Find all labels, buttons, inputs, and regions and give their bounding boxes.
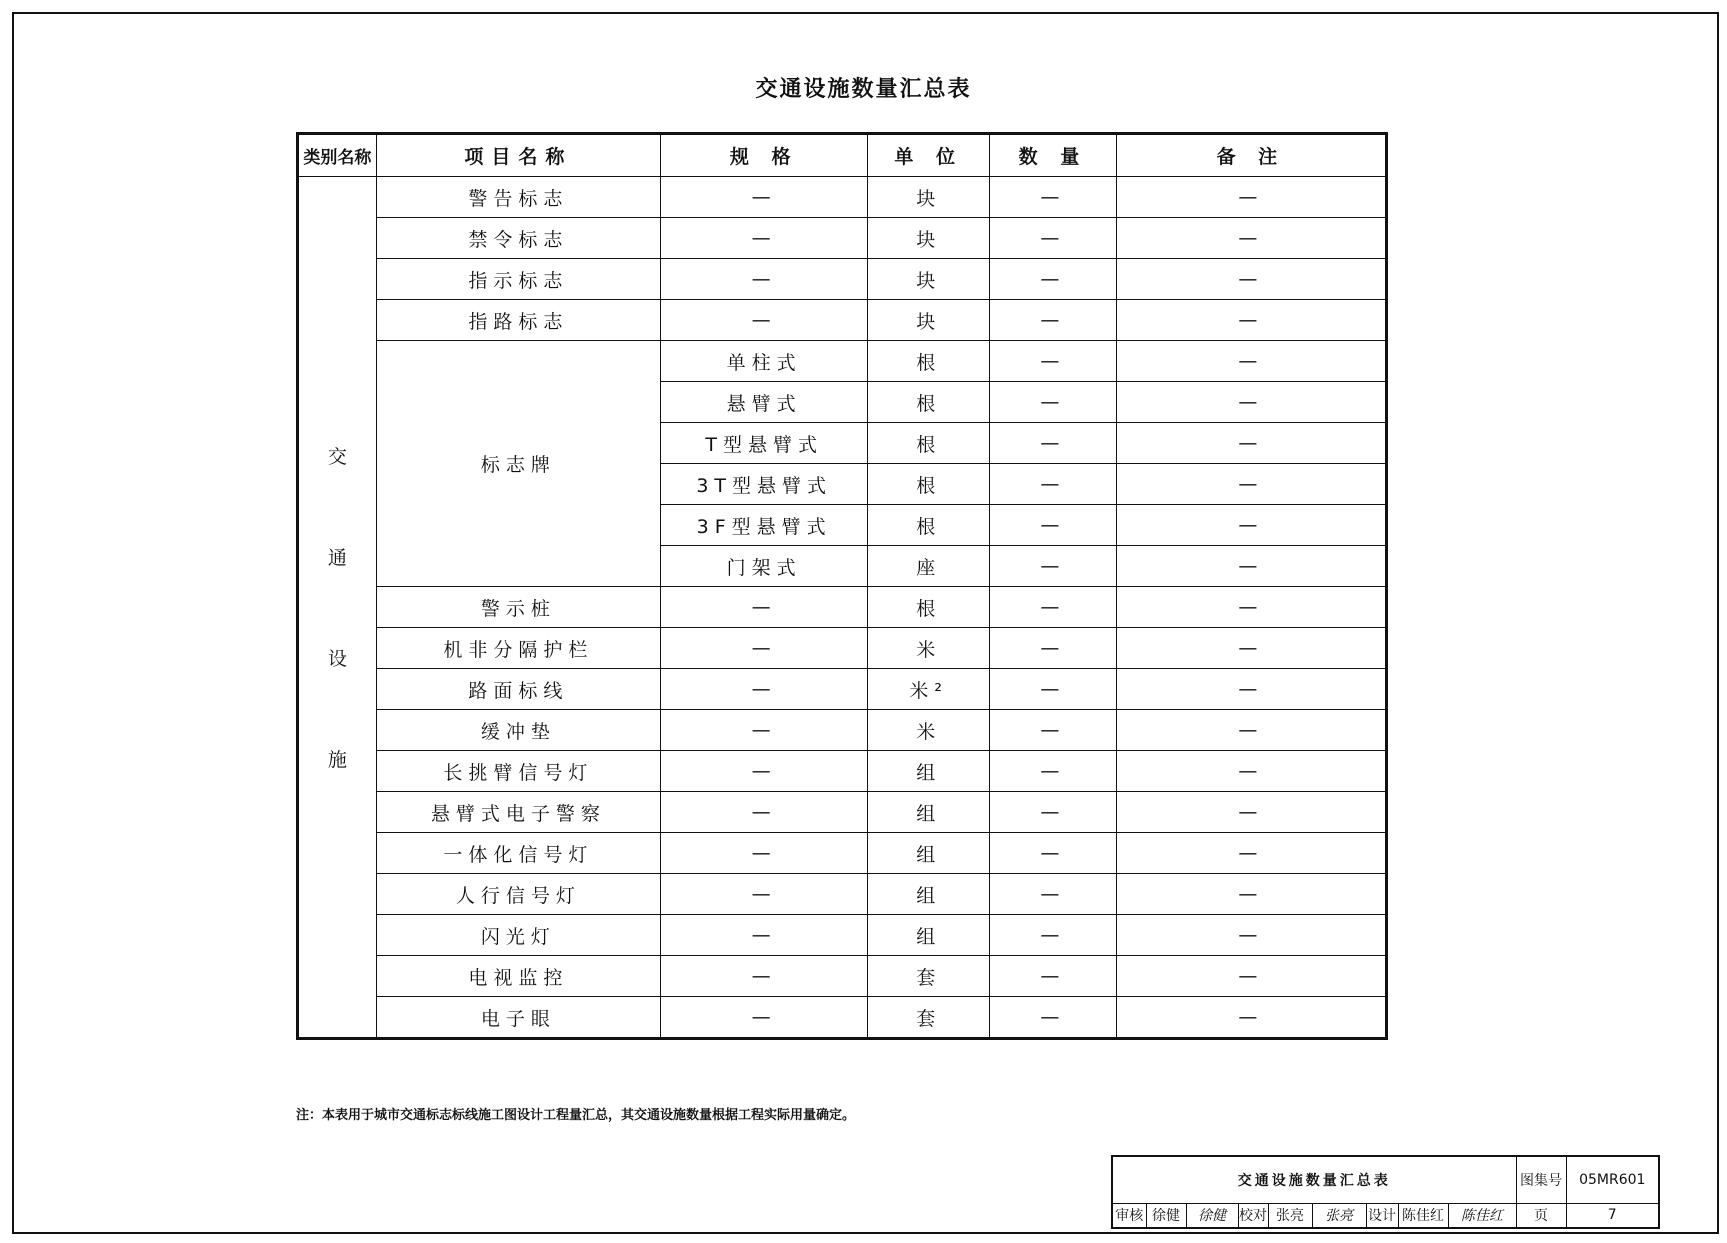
cell-unit: 组 xyxy=(868,792,990,833)
title-block-title: 交通设施数量汇总表 xyxy=(1112,1156,1516,1204)
cell-spec: — xyxy=(660,792,867,833)
table-row xyxy=(298,956,1387,997)
cell-unit: 根 xyxy=(868,423,990,464)
cell-quantity: — xyxy=(990,423,1117,464)
cell-remarks: — xyxy=(1116,177,1386,218)
cell-unit: 根 xyxy=(868,382,990,423)
cell-item-name: 悬臂式电子警察 xyxy=(376,792,660,833)
cell-spec: — xyxy=(660,177,867,218)
cell-remarks: — xyxy=(1116,751,1386,792)
cell-remarks: — xyxy=(1116,669,1386,710)
header-category: 类别名称 xyxy=(298,134,377,177)
cell-quantity: — xyxy=(990,341,1117,382)
table-row xyxy=(298,915,1387,956)
table-row xyxy=(298,710,1387,751)
design-label: 设计 xyxy=(1366,1204,1398,1228)
cell-remarks: — xyxy=(1116,956,1386,997)
table-row xyxy=(298,587,1387,628)
cell-quantity: — xyxy=(990,833,1117,874)
cell-unit: 根 xyxy=(868,464,990,505)
title-block xyxy=(1111,1155,1660,1229)
cell-unit: 组 xyxy=(868,751,990,792)
cell-item-name: 禁令标志 xyxy=(376,218,660,259)
cell-group-name: 标志牌 xyxy=(376,341,660,587)
cell-quantity: — xyxy=(990,751,1117,792)
cell-quantity: — xyxy=(990,505,1117,546)
cell-remarks: — xyxy=(1116,546,1386,587)
cell-unit: 米 xyxy=(868,710,990,751)
cell-remarks: — xyxy=(1116,587,1386,628)
reviewer-name: 徐健 xyxy=(1146,1204,1186,1228)
header-spec: 规 格 xyxy=(660,134,867,177)
header-quantity: 数 量 xyxy=(990,134,1117,177)
cell-spec: 悬臂式 xyxy=(660,382,867,423)
cell-quantity: — xyxy=(990,546,1117,587)
cell-quantity: — xyxy=(990,997,1117,1039)
category-label xyxy=(299,442,376,772)
cell-remarks: — xyxy=(1116,464,1386,505)
cell-spec: — xyxy=(660,915,867,956)
cell-spec: — xyxy=(660,956,867,997)
cell-item-name: 一体化信号灯 xyxy=(376,833,660,874)
checker-signature: 张亮 xyxy=(1312,1204,1366,1228)
cell-unit: 米² xyxy=(868,669,990,710)
cell-item-name: 长挑臂信号灯 xyxy=(376,751,660,792)
cell-quantity: — xyxy=(990,464,1117,505)
cell-quantity: — xyxy=(990,669,1117,710)
review-label: 审核 xyxy=(1112,1204,1146,1228)
reviewer-signature: 徐健 xyxy=(1186,1204,1238,1228)
cell-unit: 套 xyxy=(868,997,990,1039)
cell-spec: 3F型悬臂式 xyxy=(660,505,867,546)
cell-item-name: 警示桩 xyxy=(376,587,660,628)
cell-spec: 门架式 xyxy=(660,546,867,587)
cell-remarks: — xyxy=(1116,218,1386,259)
cell-item-name: 电视监控 xyxy=(376,956,660,997)
cell-unit: 组 xyxy=(868,874,990,915)
table-row xyxy=(298,751,1387,792)
cell-remarks: — xyxy=(1116,628,1386,669)
cell-remarks: — xyxy=(1116,505,1386,546)
cell-spec: T型悬臂式 xyxy=(660,423,867,464)
cell-quantity: — xyxy=(990,710,1117,751)
table-note: 注：本表用于城市交通标志标线施工图设计工程量汇总，其交通设施数量根据工程实际用量确定。 xyxy=(296,1108,856,1123)
cell-spec: — xyxy=(660,259,867,300)
checker-name: 张亮 xyxy=(1268,1204,1312,1228)
cell-spec: — xyxy=(660,300,867,341)
quantity-table xyxy=(296,132,1388,1040)
table-row xyxy=(298,669,1387,710)
cell-unit: 块 xyxy=(868,177,990,218)
cell-remarks: — xyxy=(1116,792,1386,833)
table-row xyxy=(298,628,1387,669)
cell-remarks: — xyxy=(1116,300,1386,341)
header-unit: 单 位 xyxy=(868,134,990,177)
cell-spec: — xyxy=(660,997,867,1039)
cell-remarks: — xyxy=(1116,382,1386,423)
cell-quantity: — xyxy=(990,300,1117,341)
cell-spec: — xyxy=(660,710,867,751)
cell-item-name: 闪光灯 xyxy=(376,915,660,956)
cell-unit: 块 xyxy=(868,218,990,259)
cell-spec: — xyxy=(660,218,867,259)
cell-unit: 根 xyxy=(868,341,990,382)
cell-quantity: — xyxy=(990,218,1117,259)
cell-spec: — xyxy=(660,874,867,915)
cell-quantity: — xyxy=(990,628,1117,669)
cell-unit: 套 xyxy=(868,956,990,997)
category-char: 施 xyxy=(327,749,347,771)
page-title: 交通设施数量汇总表 xyxy=(755,77,972,102)
cell-item-name: 电子眼 xyxy=(376,997,660,1039)
cell-remarks: — xyxy=(1116,997,1386,1039)
category-char: 交 xyxy=(327,446,347,468)
table-header-row xyxy=(298,134,1387,177)
page-label: 页 xyxy=(1516,1204,1566,1228)
header-remarks: 备 注 xyxy=(1116,134,1386,177)
cell-unit: 块 xyxy=(868,259,990,300)
designer-name: 陈佳红 xyxy=(1398,1204,1448,1228)
designer-signature: 陈佳红 xyxy=(1448,1204,1516,1228)
cell-item-name: 人行信号灯 xyxy=(376,874,660,915)
cell-quantity: — xyxy=(990,177,1117,218)
cell-spec: 3T型悬臂式 xyxy=(660,464,867,505)
cell-unit: 组 xyxy=(868,833,990,874)
cell-item-name: 指示标志 xyxy=(376,259,660,300)
cell-remarks: — xyxy=(1116,874,1386,915)
cell-item-name: 机非分隔护栏 xyxy=(376,628,660,669)
cell-remarks: — xyxy=(1116,915,1386,956)
cell-spec: 单柱式 xyxy=(660,341,867,382)
cell-quantity: — xyxy=(990,587,1117,628)
cell-remarks: — xyxy=(1116,341,1386,382)
table-row xyxy=(298,259,1387,300)
cell-quantity: — xyxy=(990,874,1117,915)
page-number: 7 xyxy=(1566,1204,1659,1228)
category-char: 设 xyxy=(327,648,347,670)
cell-remarks: — xyxy=(1116,710,1386,751)
header-item-name: 项目名称 xyxy=(376,134,660,177)
table-row xyxy=(298,874,1387,915)
atlas-label: 图集号 xyxy=(1516,1156,1566,1204)
atlas-number: 05MR601 xyxy=(1566,1156,1659,1204)
cell-spec: — xyxy=(660,751,867,792)
category-char: 通 xyxy=(327,547,347,569)
cell-remarks: — xyxy=(1116,423,1386,464)
table-row xyxy=(298,341,1387,382)
check-label: 校对 xyxy=(1238,1204,1268,1228)
cell-quantity: — xyxy=(990,792,1117,833)
table-row xyxy=(298,833,1387,874)
cell-spec: — xyxy=(660,587,867,628)
cell-unit: 根 xyxy=(868,505,990,546)
cell-unit: 米 xyxy=(868,628,990,669)
cell-quantity: — xyxy=(990,915,1117,956)
cell-unit: 组 xyxy=(868,915,990,956)
cell-item-name: 路面标线 xyxy=(376,669,660,710)
table-row xyxy=(298,997,1387,1039)
table-body xyxy=(298,134,1387,1039)
cell-spec: — xyxy=(660,833,867,874)
cell-remarks: — xyxy=(1116,833,1386,874)
cell-unit: 根 xyxy=(868,587,990,628)
table-row xyxy=(298,218,1387,259)
table-row xyxy=(298,300,1387,341)
cell-item-name: 缓冲垫 xyxy=(376,710,660,751)
cell-quantity: — xyxy=(990,956,1117,997)
cell-unit: 座 xyxy=(868,546,990,587)
table-row xyxy=(298,177,1387,218)
cell-unit: 块 xyxy=(868,300,990,341)
table-row xyxy=(298,792,1387,833)
cell-item-name: 指路标志 xyxy=(376,300,660,341)
cell-quantity: — xyxy=(990,382,1117,423)
category-cell xyxy=(298,177,377,1039)
cell-spec: — xyxy=(660,669,867,710)
cell-item-name: 警告标志 xyxy=(376,177,660,218)
cell-quantity: — xyxy=(990,259,1117,300)
cell-spec: — xyxy=(660,628,867,669)
cell-remarks: — xyxy=(1116,259,1386,300)
